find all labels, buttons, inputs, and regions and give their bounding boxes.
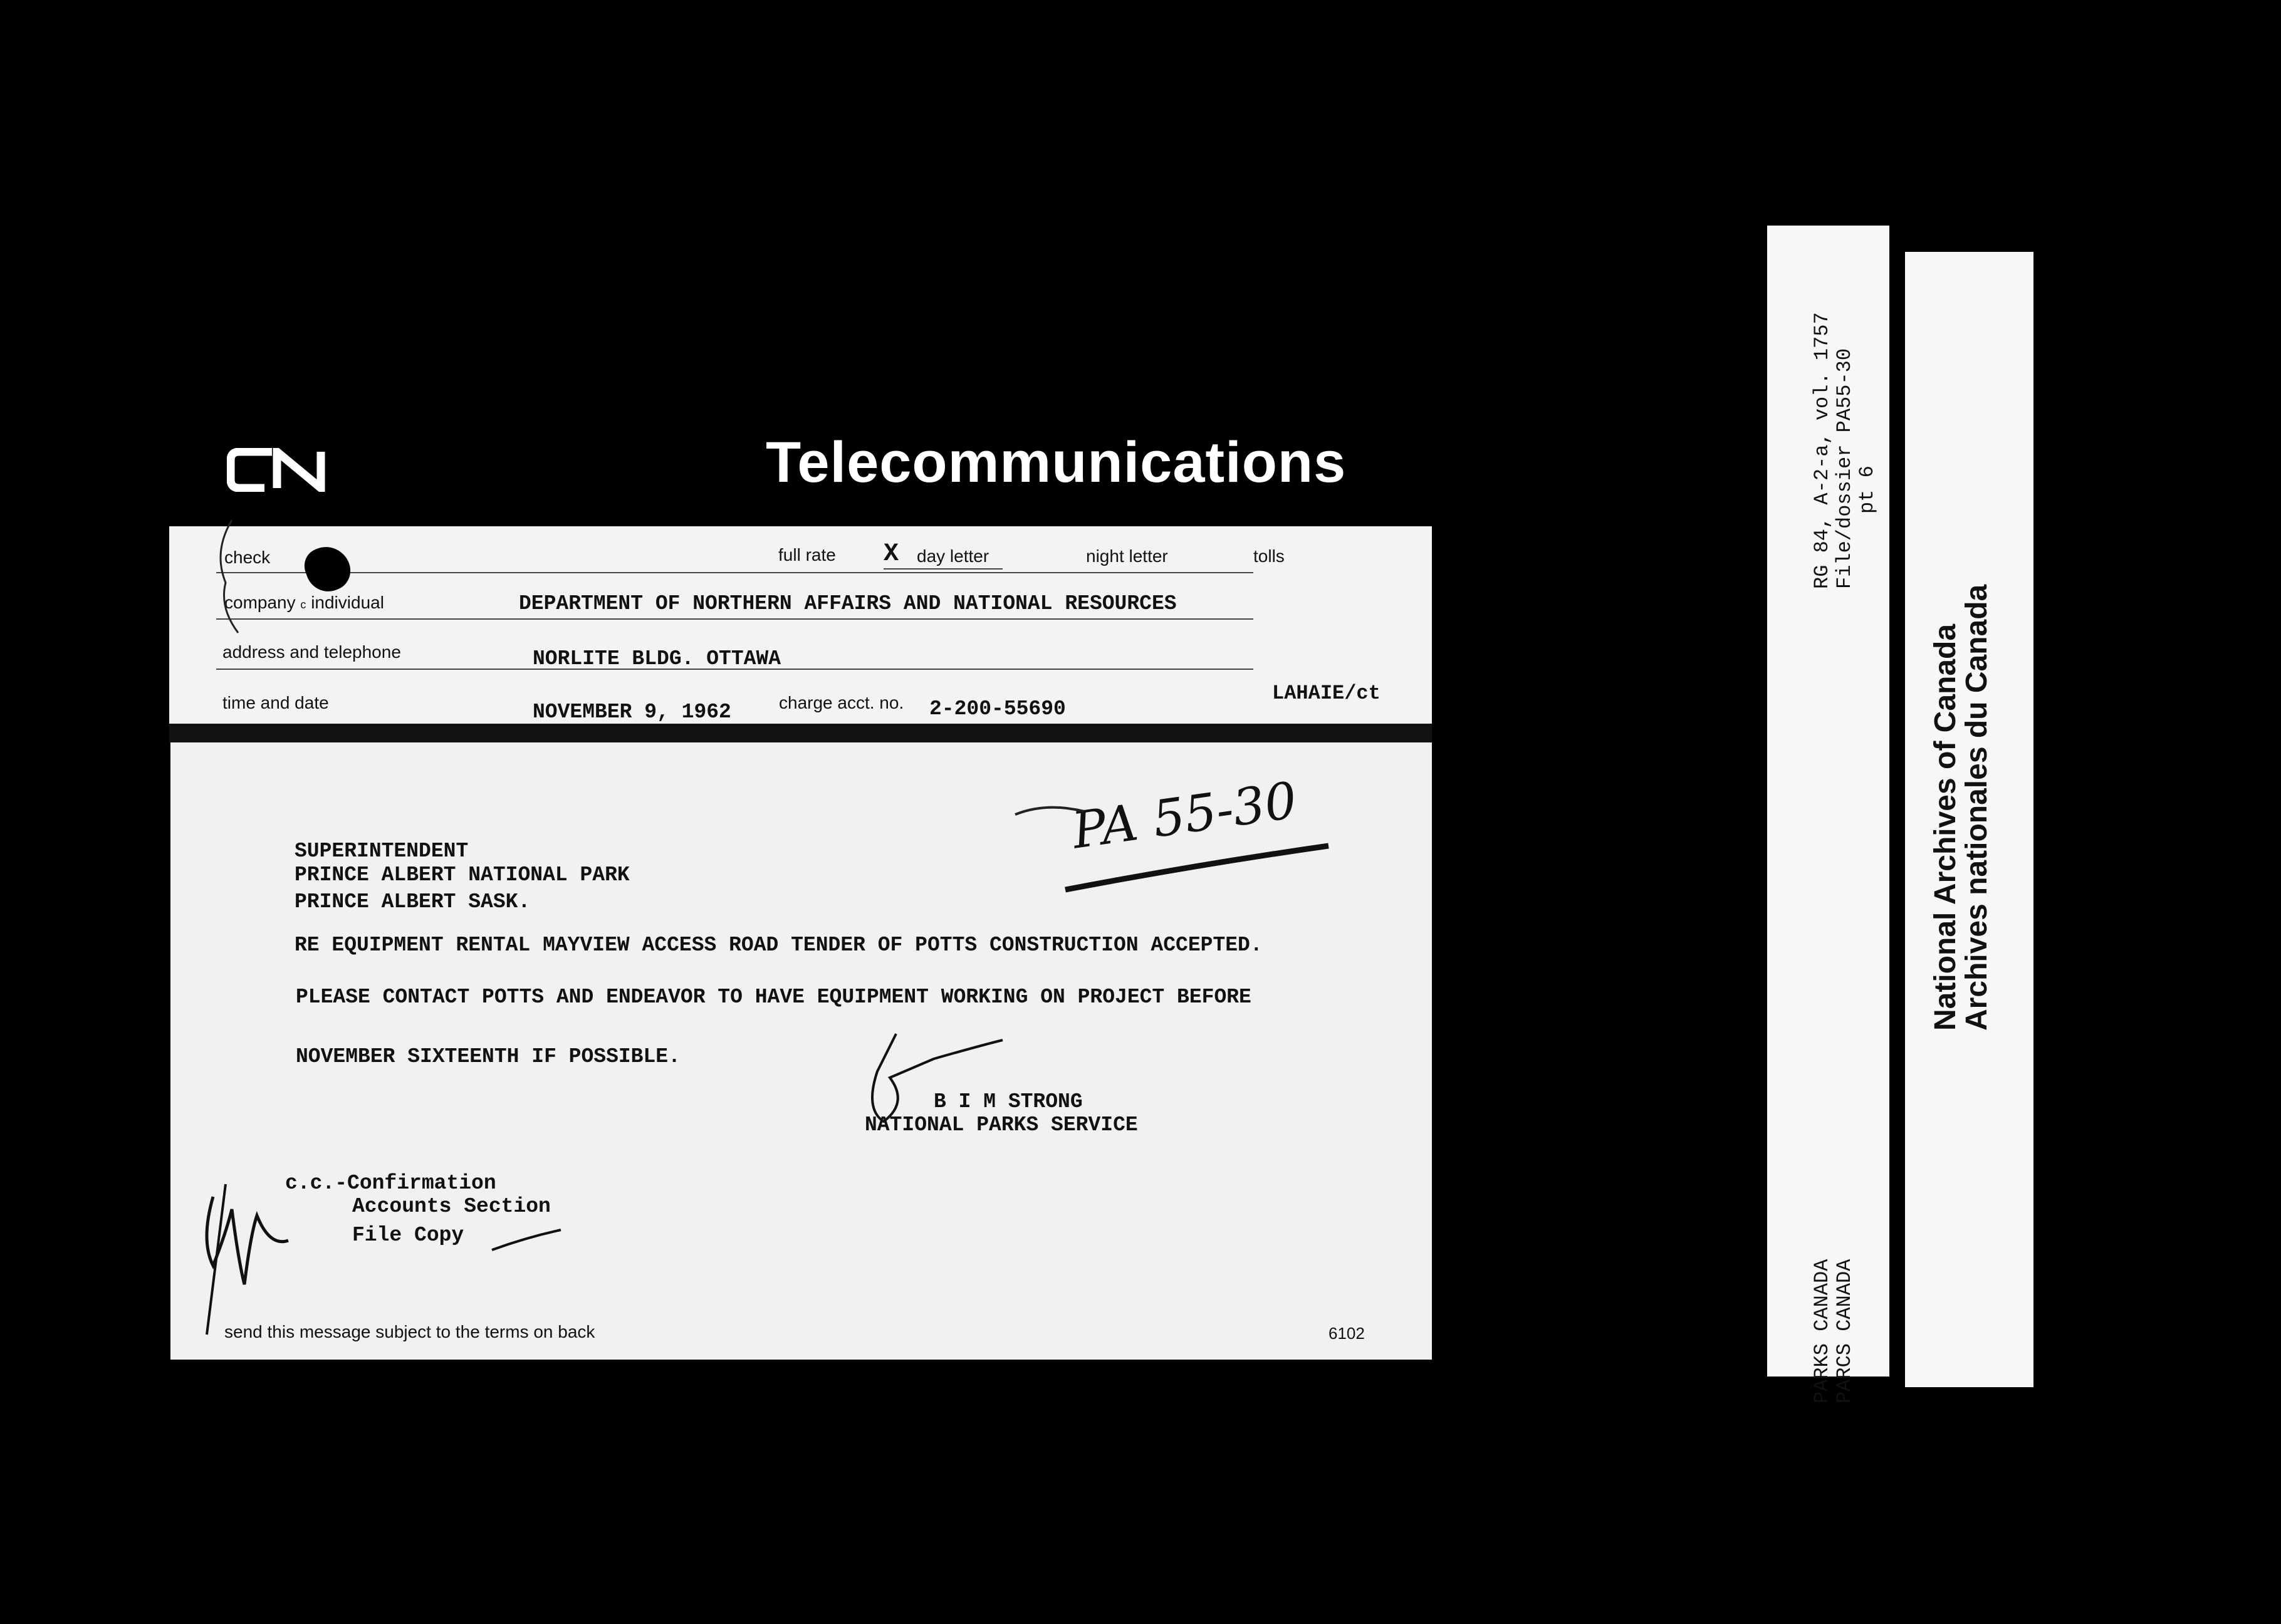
archive-institution-strip [1905,252,2033,1387]
handwritten-bracket [207,514,263,639]
form-number: 6102 [1328,1324,1365,1343]
company-label: company c individual [224,593,384,612]
company-value: DEPARTMENT OF NORTHERN AFFAIRS AND NATIONAL RESOURCES [519,592,1177,615]
reference-line: File/dossier PA55-30 [1833,348,1856,589]
message-line: NOVEMBER SIXTEENTH IF POSSIBLE. [296,1045,681,1068]
cn-logo [227,448,352,492]
charge-account-label: charge acct. no. [779,693,904,712]
institution-line: National Archives of Canada [1929,623,1962,1031]
day-letter-label: day letter [917,546,989,566]
cc-line: File Copy [352,1224,464,1247]
institution-line: Archives nationales du Canada [1960,584,1993,1031]
sender-name: B I M STRONG [934,1090,1083,1113]
operator-initials: LAHAIE/ct [1272,682,1381,705]
cc-line: Accounts Section [352,1195,551,1218]
check-label: check [224,548,271,567]
terms-footer: send this message subject to the terms on back [224,1322,595,1341]
address-label: address and telephone [222,642,401,662]
agency-line: PARCS CANADA [1833,1259,1856,1403]
address-value: NORLITE BLDG. OTTAWA [533,647,781,670]
recipient-line: PRINCE ALBERT NATIONAL PARK [295,863,630,887]
agency-name [1811,1259,1856,1403]
handwritten-check [489,1225,564,1256]
tolls-label: tolls [1253,546,1285,566]
charge-account-value: 2-200-55690 [929,697,1066,721]
archive-reference-strip [1767,226,1889,1403]
form-divider-bar [169,724,1432,744]
message-line: RE EQUIPMENT RENTAL MAYVIEW ACCESS ROAD TENDER OF POTTS CONSTRUCTION ACCEPTED. [295,934,1263,957]
handwritten-initials [188,1159,313,1347]
message-line: PLEASE CONTACT POTTS AND ENDEAVOR TO HAVE EQUIPMENT WORKING ON PROJECT BEFORE [296,986,1251,1009]
institution-name [1930,585,1993,1031]
cc-line: c.c.-Confirmation [285,1172,496,1195]
time-date-value: NOVEMBER 9, 1962 [533,700,731,724]
recipient-line: PRINCE ALBERT SASK. [295,890,531,914]
form-rule [216,572,1253,573]
night-letter-label: night letter [1086,546,1168,566]
sender-service: NATIONAL PARKS SERVICE [865,1113,1138,1137]
handwritten-underline [1009,796,1335,902]
time-date-label: time and date [222,693,329,712]
reference-line: RG 84, A-2-a, vol. 1757 [1810,312,1834,589]
handwritten-file-number: PA 55-30 [1068,771,1301,860]
day-letter-x-mark: X [884,540,899,568]
agency-line: PARKS CANADA [1810,1259,1834,1403]
reference-line: pt 6 [1856,466,1879,514]
telecommunications-title: Telecommunications [766,430,1347,494]
archive-reference [1811,312,1879,589]
full-rate-label: full rate [778,545,836,565]
day-letter-underline [884,568,1003,570]
recipient-line: SUPERINTENDENT [295,840,469,863]
form-rule [216,618,1253,620]
